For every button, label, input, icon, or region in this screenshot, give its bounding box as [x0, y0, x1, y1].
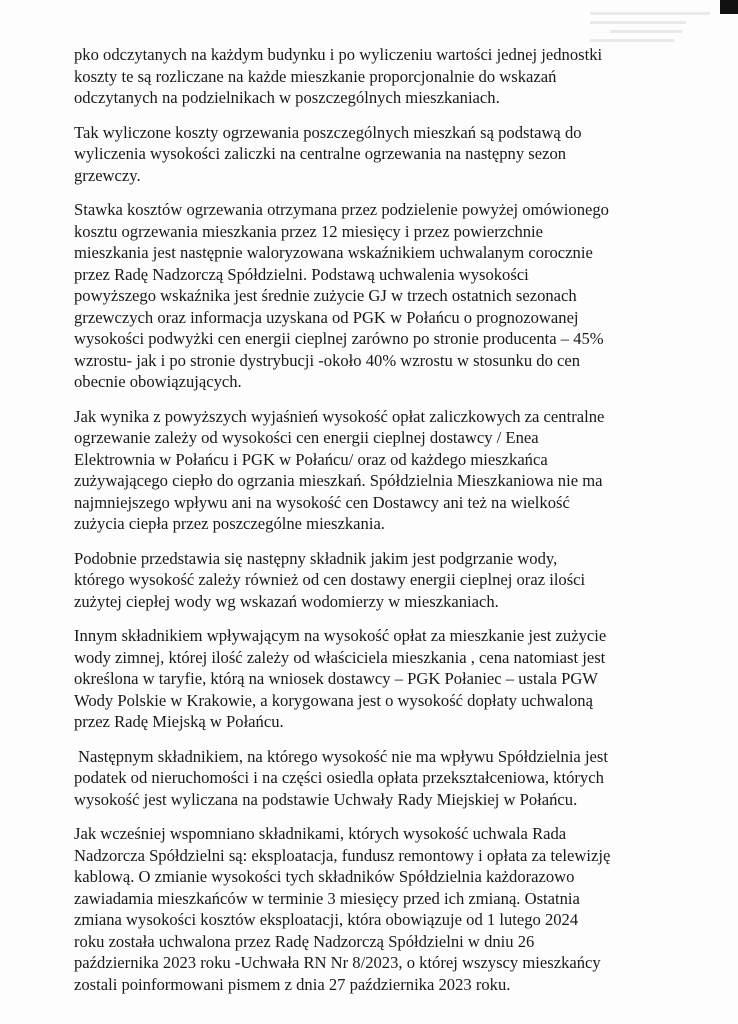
line: odczytanych na podzielnikach w poszczególnych mieszkaniach.: [74, 88, 500, 107]
paragraph-property-tax: [74, 746, 634, 811]
line: koszty te są rozliczane na każde mieszkanie proporcjonalnie do wskazań: [74, 66, 557, 86]
line: którego wysokość zależy również od cen dostawy energii cieplnej oraz ilości: [74, 570, 586, 589]
paragraph-heating-costs-allocation: [74, 44, 634, 109]
line: roku została uchwalona przez Radę Nadzorczą Spółdzielni w dniu 26: [74, 931, 535, 951]
line: pko odczytanych na każdym budynku i po wyliczeniu wartości jednej jednostki: [74, 45, 603, 64]
line: kablową. O zmianie wysokości tych składników Spółdzielnia każdorazowo: [74, 867, 575, 886]
line: Tak wyliczone koszty ogrzewania poszczególnych mieszkań są podstawą do: [74, 122, 582, 142]
line: Nadzorcza Spółdzielni są: eksploatacja, fundusz remontowy i opłata za telewizję: [74, 845, 611, 865]
scan-corner-mark: [720, 0, 738, 14]
line: Elektrownia w Połańcu i PGK w Połańcu/ oraz od każdego mieszkańca: [74, 449, 548, 469]
line: kosztu ogrzewania mieszkania przez 12 miesięcy i przez powierzchnie: [74, 221, 544, 241]
document-body: [74, 44, 634, 1008]
line: zmiana wysokości kosztów eksploatacji, która obowiązuje od 1 lutego 2024: [74, 910, 579, 929]
line: przez Radę Nadzorczą Spółdzielni. Podstawą uchwalenia wysokości: [74, 264, 529, 284]
line: najmniejszego wpływu ani na wysokość cen Dostawcy ani też na wielkość: [74, 492, 570, 512]
paragraph-water-heating: [74, 548, 634, 613]
line: wyliczenia wysokości zaliczki na centralne ogrzewania na następny sezon: [74, 144, 567, 163]
line: wysokości podwyżki cen energii cieplnej zarówno po stronie producenta – 45%: [74, 329, 604, 348]
line: wody zimnej, której ilość zależy od właściciela mieszkania , cena natomiast jest: [74, 647, 606, 667]
paragraph-heating-rate: [74, 199, 634, 393]
line: października 2023 roku -Uchwała RN Nr 8/2023, o której wszyscy mieszkańcy: [74, 953, 601, 972]
paragraph-advance-payment: [74, 122, 634, 187]
line: Wody Polskie w Krakowie, a korygowana jest o wysokość dopłaty uchwaloną: [74, 690, 593, 710]
paragraph-central-heating-fees: [74, 406, 634, 535]
line: Innym składnikiem wpływającym na wysokość opłat za mieszkanie jest zużycie: [74, 626, 607, 645]
line: grzewczych oraz informacja uzyskana od PGK w Połańcu o prognozowanej: [74, 307, 579, 327]
line: Jak wynika z powyższych wyjaśnień wysokość opłat zaliczkowych za centralne: [74, 406, 605, 426]
paragraph-cold-water: [74, 625, 634, 733]
line: Następnym składnikiem, na którego wysokość nie ma wpływu Spółdzielnia jest: [78, 746, 608, 766]
line: grzewczy.: [74, 165, 141, 185]
line: zawiadamia mieszkańców w terminie 3 miesięcy przed ich zmianą. Ostatnia: [74, 888, 580, 908]
line: przez Radę Miejską w Połańcu.: [74, 712, 284, 731]
line: Podobnie przedstawia się następny składnik jakim jest podgrzanie wody,: [74, 548, 558, 568]
line: ogrzewanie zależy od wysokości cen energii cieplnej dostawcy / Enea: [74, 428, 539, 447]
line: podatek od nieruchomości i na części osiedla opłata przekształceniowa, których: [74, 768, 604, 787]
line: zużycia ciepła przez poszczególne mieszkania.: [74, 514, 385, 533]
line: zużytej ciepłej wody wg wskazań wodomierzy w mieszkaniach.: [74, 591, 499, 611]
line: powyższego wskaźnika jest średnie zużycie GJ w trzech ostatnich sezonach: [74, 286, 577, 305]
line: obecnie obowiązujących.: [74, 372, 242, 391]
line: wysokość jest wyliczana na podstawie Uchwały Rady Miejskiej w Połańcu.: [74, 789, 578, 809]
line: zostali poinformowani pismem z dnia 27 października 2023 roku.: [74, 974, 511, 994]
line: Stawka kosztów ogrzewania otrzymana przez podzielenie powyżej omówionego: [74, 200, 609, 219]
line: zużywającego ciepło do ogrzania mieszkań. Spółdzielnia Mieszkaniowa nie ma: [74, 471, 603, 490]
line: określona w taryfie, którą na wniosek dostawcy – PGK Połaniec – ustala PGW: [74, 669, 598, 688]
line: mieszkania jest następnie waloryzowana wskaźnikiem uchwalanym corocznie: [74, 243, 593, 262]
line: wzrostu- jak i po stronie dystrybucji -około 40% wzrostu w stosunku do cen: [74, 350, 581, 370]
line: Jak wcześniej wspomniano składnikami, których wysokość uchwala Rada: [74, 824, 567, 843]
paragraph-board-resolution: [74, 823, 634, 995]
